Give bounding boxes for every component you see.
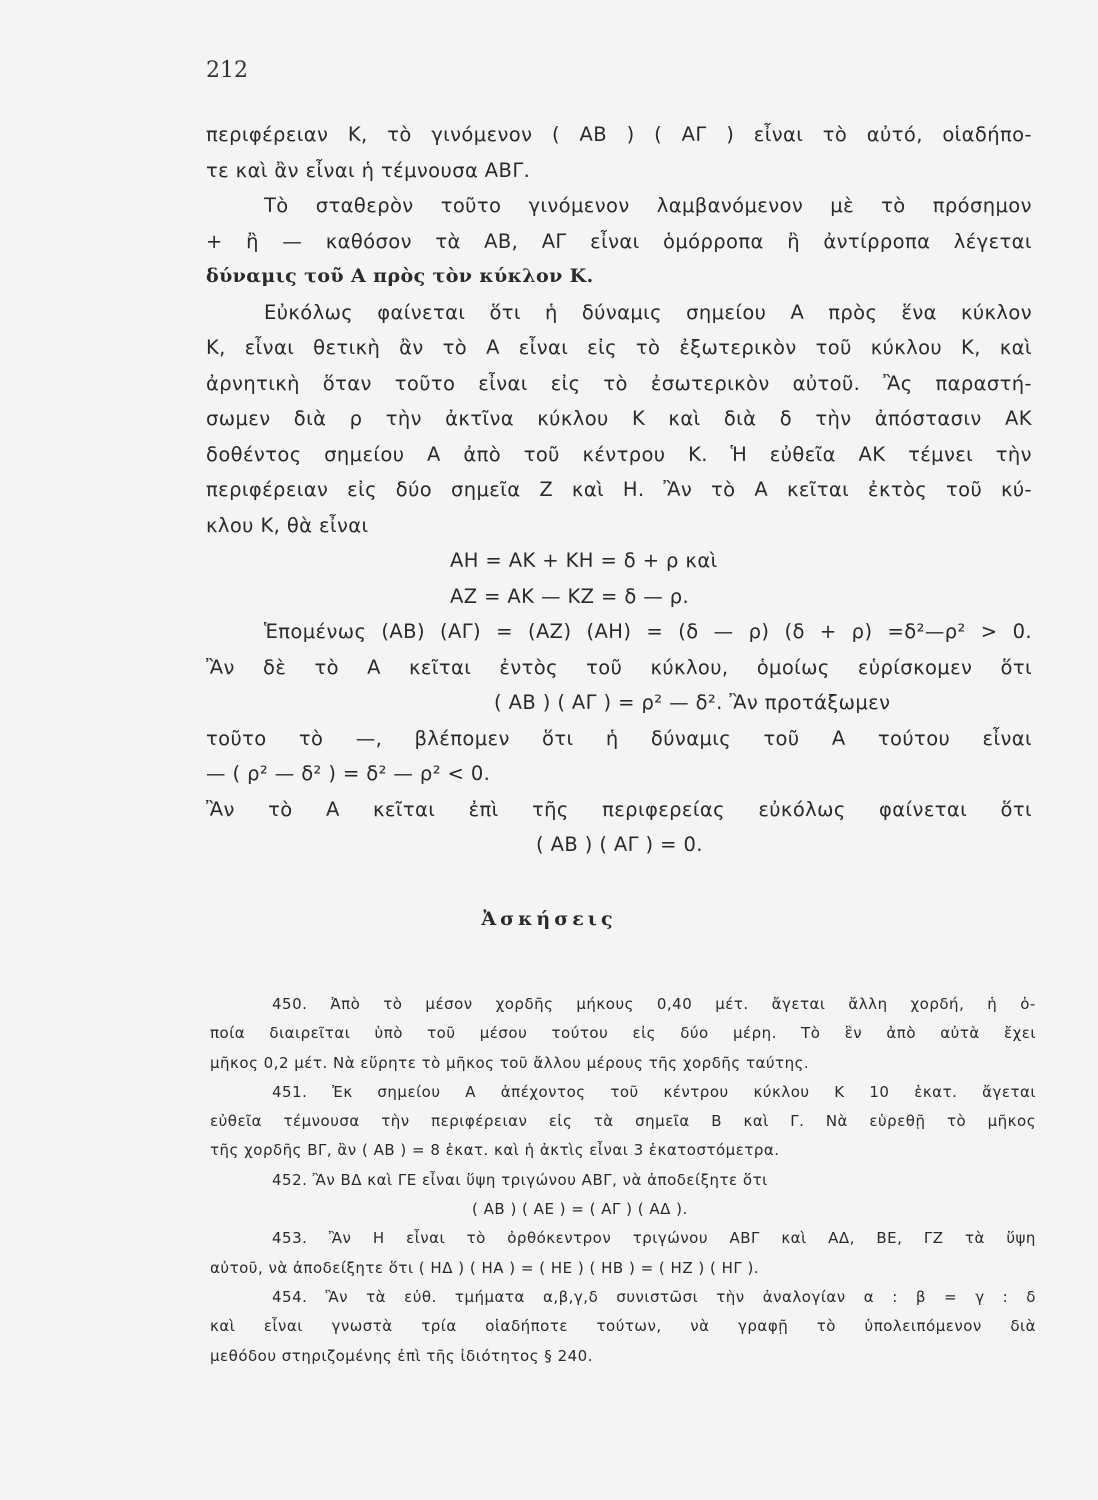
equation: ΑΖ = ΑΚ — ΚΖ = δ — ρ. [450, 584, 690, 608]
exercise-line: καὶ εἶναι γνωστὰ τρία οἱαδήποτε τούτων, νὰ γραφῇ τὸ ὑπολειπόμενον διὰ [210, 1317, 1036, 1336]
text-line: Ἂν τὸ Α κεῖται ἐπὶ τῆς περιφερείας εὐκόλως φαίνεται ὅτι [206, 797, 1032, 821]
text-line: κλου Κ, θὰ εἶναι [206, 513, 369, 537]
text-line: ἀρνητικὴ ὅταν τοῦτο εἶναι εἰς τὸ ἐσωτερικὸν αὐτοῦ. Ἂς παραστή- [206, 371, 1032, 395]
definition-term: δύναμις τοῦ Α πρὸς τὸν κύκλον Κ. [206, 265, 594, 287]
equation: ( ΑΒ ) ( ΑΓ ) = 0. [536, 833, 703, 856]
text-line: Κ, εἶναι θετικὴ ἂν τὸ Α εἶναι εἰς τὸ ἐξωτερικὸν τοῦ κύκλου Κ, καὶ [206, 336, 1032, 359]
text-line: περιφέρειαν εἰς δύο σημεῖα Ζ καὶ Η. Ἂν τὸ Α κεῖται ἐκτὸς τοῦ κύ- [206, 478, 1032, 501]
exercise-line: τῆς χορδῆς ΒΓ, ἂν ( ΑΒ ) = 8 ἑκατ. καὶ ἡ ἀκτὶς εἶναι 3 ἑκατοστόμετρα. [210, 1141, 780, 1160]
text-line: δοθέντος σημείου Α ἀπὸ τοῦ κέντρου Κ. Ἡ εὐθεῖα ΑΚ τέμνει τὴν [206, 442, 1032, 466]
text-line: + ἢ — καθόσον τὰ ΑΒ, ΑΓ εἶναι ὁμόρροπα ἢ ἀντίρροπα λέγεται [206, 229, 1032, 253]
exercise-line: 453. Ἂν Η εἶναι τὸ ὀρθόκεντρον τριγώνου ΑΒΓ καὶ ΑΔ, ΒΕ, ΓΖ τὰ ὕψη [272, 1229, 1036, 1248]
text-line: Ἂν δὲ τὸ Α κεῖται ἐντὸς τοῦ κύκλου, ὁμοίως εὑρίσκομεν ὅτι [206, 655, 1032, 679]
exercise-line: ( ΑΒ ) ( ΑΕ ) = ( ΑΓ ) ( ΑΔ ). [472, 1200, 688, 1219]
text-line: τοῦτο τὸ —, βλέπομεν ὅτι ἡ δύναμις τοῦ Α τούτου εἶναι [206, 726, 1032, 750]
exercise-line: 454. Ἂν τὰ εὐθ. τμήματα α,β,γ,δ συνιστῶσι τὴν ἀναλογίαν α : β = γ : δ [272, 1287, 1036, 1306]
text-line: σωμεν διὰ ρ τὴν ἀκτῖνα κύκλου Κ καὶ διὰ δ τὴν ἀπόστασιν ΑΚ [206, 407, 1032, 430]
text-line: Τὸ σταθερὸν τοῦτο γινόμενον λαμβανόμενον μὲ τὸ πρόσημον [264, 194, 1032, 217]
exercises-list [210, 990, 1036, 1371]
exercise-line: 450. Ἀπὸ τὸ μέσον χορδῆς μήκους 0,40 μέτ. ἄγεται ἄλλη χορδή, ἡ ὁ- [272, 995, 1036, 1013]
exercise-line: μεθόδου στηριζομένης ἐπὶ τῆς ἰδιότητος § 240. [210, 1346, 593, 1365]
main-text [206, 117, 1032, 863]
exercise-line: εὐθεῖα τέμνουσα τὴν περιφέρειαν εἰς τὰ σημεῖα Β καὶ Γ. Νὰ εὑρεθῇ τὸ μῆκος [210, 1112, 1036, 1131]
text-line: τε καὶ ἂν εἶναι ἡ τέμνουσα ΑΒΓ. [206, 158, 531, 182]
exercise-line: 452. Ἂν ΒΔ καὶ ΓΕ εἶναι ὕψη τριγώνου ΑΒΓ, νὰ ἀποδείξητε ὅτι [272, 1170, 768, 1189]
exercise-line: αὐτοῦ, νὰ ἀποδείξητε ὅτι ( ΗΔ ) ( ΗΑ ) = ( ΗΕ ) ( ΗΒ ) = ( ΗΖ ) ( ΗΓ ). [210, 1258, 760, 1277]
exercise-line: μῆκος 0,2 μέτ. Νὰ εὕρητε τὸ μῆκος τοῦ ἄλλου μέρους τῆς χορδῆς ταύτης. [210, 1053, 810, 1072]
text-line: Εὐκόλως φαίνεται ὅτι ἡ δύναμις σημείου Α πρὸς ἕνα κύκλον [264, 300, 1032, 324]
text-line: περιφέρειαν Κ, τὸ γινόμενον ( ΑΒ ) ( ΑΓ ) εἶναι τὸ αὐτό, οἱαδήπο- [206, 123, 1032, 146]
equation: ΑΗ = ΑΚ + ΚΗ = δ + ρ καὶ [450, 549, 718, 572]
section-heading: Ἀσκήσεις [481, 908, 617, 930]
exercise-line: ποία διαιρεῖται ὑπὸ τοῦ μέσου τούτου εἰς δύο μέρη. Τὸ ἓν ἀπὸ αὐτὰ ἔχει [210, 1024, 1036, 1043]
text-line: — ( ρ² — δ² ) = δ² — ρ² < 0. [206, 762, 491, 785]
exercise-line: 451. Ἐκ σημείου Α ἀπέχοντος τοῦ κέντρου κύκλου Κ 10 ἑκατ. ἄγεται [272, 1082, 1036, 1101]
equation: Ἑπομένως (ΑΒ) (ΑΓ) = (ΑΖ) (ΑΗ) = (δ — ρ) (δ + ρ) =δ²—ρ² > 0. [264, 620, 1032, 643]
page-number: 212 [206, 58, 248, 83]
text-line: ( ΑΒ ) ( ΑΓ ) = ρ² — δ². Ἂν προτάξωμεν [494, 691, 891, 714]
